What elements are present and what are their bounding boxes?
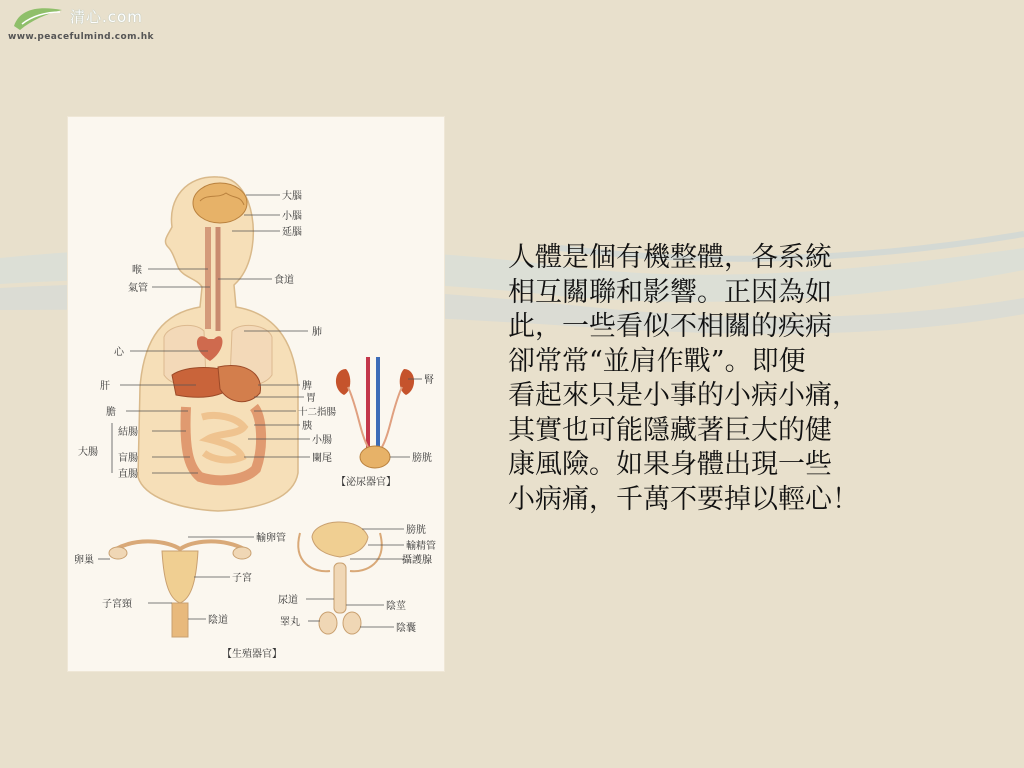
- label-throat: 喉: [132, 265, 142, 276]
- label-brain: 大腦: [282, 191, 302, 202]
- label-bladder-male: 膀胱: [406, 525, 426, 536]
- label-penis: 陰莖: [386, 601, 406, 612]
- label-urethra: 尿道: [278, 595, 298, 606]
- label-spleen: 脾: [302, 381, 312, 392]
- label-trachea: 氣管: [128, 283, 148, 294]
- label-cerebellum: 小腦: [282, 211, 302, 222]
- anatomy-illustration: [68, 117, 444, 671]
- label-fallopian-tube: 輸卵管: [256, 533, 286, 544]
- label-duodenum: 十二指腸: [298, 407, 337, 418]
- label-ovary: 卵巢: [74, 555, 94, 566]
- label-vas-deferens: 輸精管: [406, 541, 436, 552]
- label-esophagus: 食道: [274, 275, 294, 286]
- label-vagina: 陰道: [208, 615, 228, 626]
- label-large-intestine: 大腸: [78, 447, 98, 458]
- label-liver: 肝: [100, 381, 110, 392]
- label-pancreas: 胰: [302, 421, 312, 432]
- label-scrotum: 陰囊: [396, 623, 416, 634]
- label-prostate: 攝護腺: [402, 555, 432, 566]
- label-appendix: 闌尾: [312, 453, 332, 464]
- label-lung: 肺: [312, 327, 322, 338]
- label-kidney: 腎: [424, 375, 434, 386]
- label-colon: 結腸: [118, 427, 138, 438]
- label-bladder-urinary: 膀胱: [412, 453, 432, 464]
- logo-url: www.peacefulmind.com.hk: [8, 32, 154, 42]
- body-paragraph: 人體是個有機整體，各系統 相互關聯和影響。正因為如 此，一些看似不相關的疾病 卻常常“並肩作戰”。即便 看起來只是小事的小病小痛， 其實也可能隱藏著巨大的健 康風險。如果身體出現一些 小病痛，千萬不要掉以輕心！: [508, 242, 859, 515]
- logo-name: 清心.com: [70, 8, 143, 26]
- label-heart: 心: [114, 347, 124, 358]
- reproductive-caption: 【生殖器官】: [222, 649, 282, 660]
- label-small-intestine: 小腸: [312, 435, 332, 446]
- label-cervix: 子宮頸: [102, 599, 132, 610]
- label-testis: 睪丸: [280, 617, 300, 628]
- label-medulla: 延腦: [282, 227, 302, 238]
- label-uterus: 子宮: [232, 573, 252, 584]
- anatomy-drawing: [68, 117, 444, 671]
- urinary-caption: 【泌尿器官】: [336, 477, 396, 488]
- label-rectum: 直腸: [118, 469, 138, 480]
- leaf-icon: [10, 4, 70, 32]
- label-cecum: 盲腸: [118, 453, 138, 464]
- site-logo[interactable]: [6, 4, 176, 44]
- label-gallbladder: 膽: [106, 407, 116, 418]
- label-stomach: 胃: [306, 393, 316, 404]
